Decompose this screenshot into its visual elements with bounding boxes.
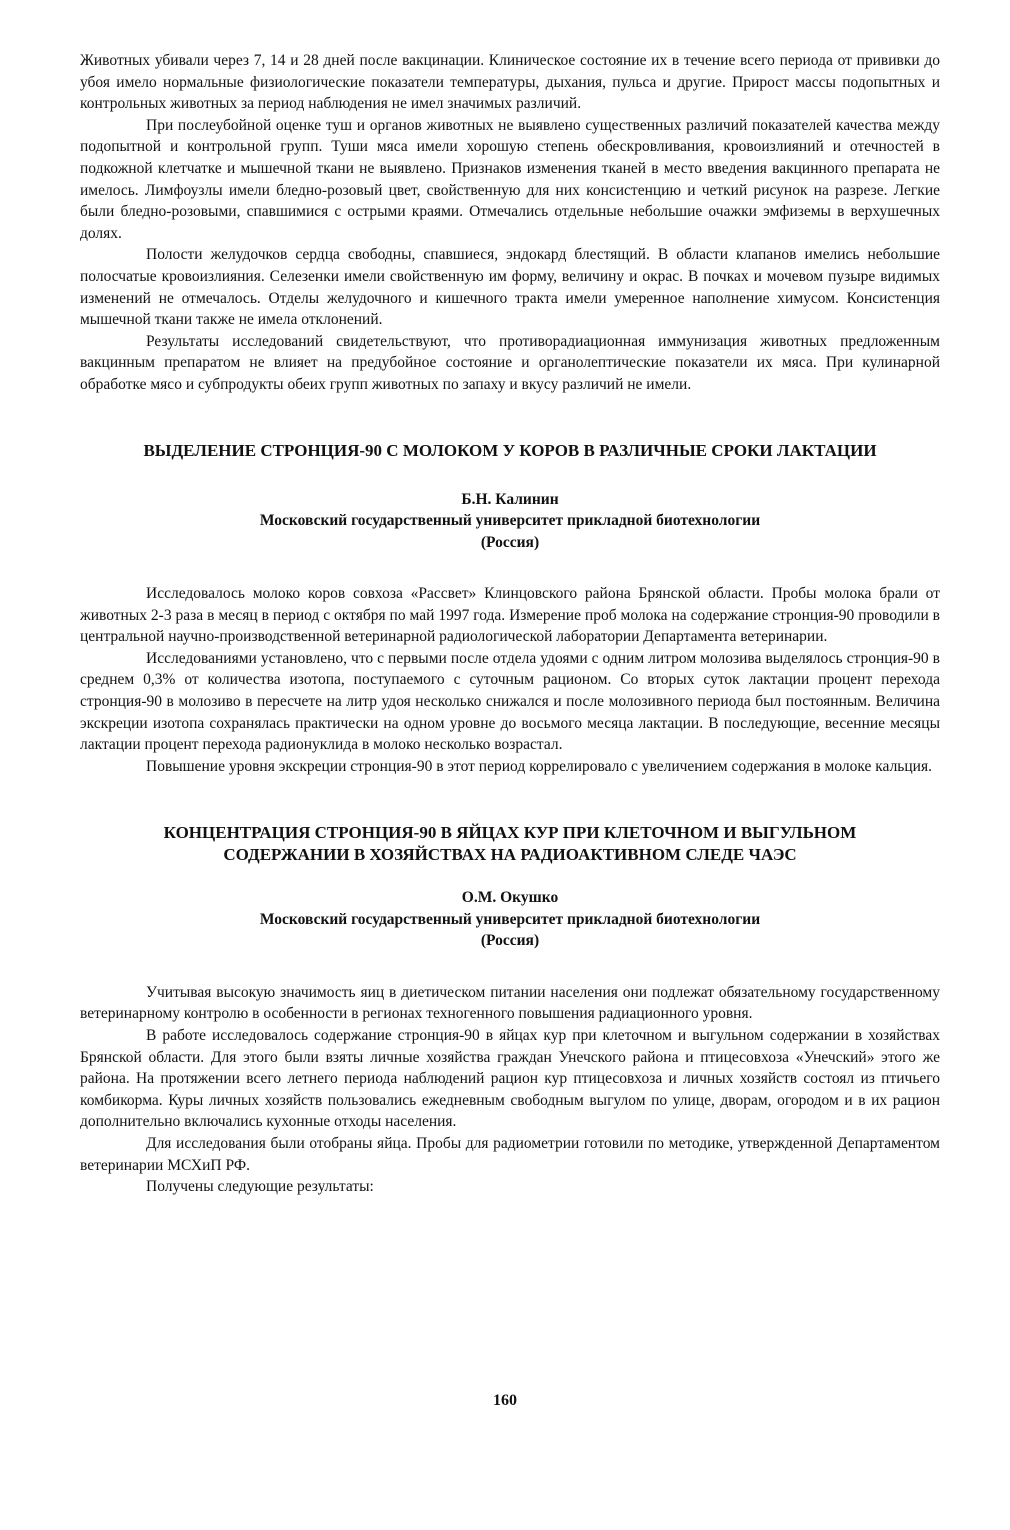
paragraph: Животных убивали через 7, 14 и 28 дней после вакцинации. Клиническое состояние их в течение всего периода от прививки до убоя имело нормальные физиологические показатели температуры, дыхания, пульса и другие. Прирост массы подопытных и контрольных животных за период наблюдения не имел значимых различий. <box>80 52 940 113</box>
author-name: О.М. Окушко <box>461 889 559 907</box>
article-body <box>80 982 940 1198</box>
section-vaccination-results <box>80 50 940 396</box>
paragraph: Результаты исследований свидетельствуют, что противорадиационная иммунизация животных предложенным вакцинным препаратом не влияет на предубойное состояние и органолептические показатели их мяса. При кулинарной обработке мясо и субпродукты обеих групп животных по запаху и вкусу различий не имели. <box>80 332 940 393</box>
section-strontium-milk <box>80 440 940 778</box>
article-title: ВЫДЕЛЕНИЕ СТРОНЦИЯ-90 С МОЛОКОМ У КОРОВ В РАЗЛИЧНЫЕ СРОКИ ЛАКТАЦИИ <box>143 440 877 460</box>
paragraph: Учитывая высокую значимость яиц в диетическом питании населения они подлежат обязательному государственному ветеринарному контролю в особенности в регионах техногенного повышения радиационного уровня. <box>80 983 940 1023</box>
author-country: (Россия) <box>480 533 540 551</box>
article-title-line1: КОНЦЕНТРАЦИЯ СТРОНЦИЯ-90 В ЯЙЦАХ КУР ПРИ КЛЕТОЧНОМ И ВЫГУЛЬНОМ <box>163 823 857 843</box>
author-organization: Московский государственный университет прикладной биотехнологии <box>259 910 761 928</box>
author-organization: Московский государственный университет прикладной биотехнологии <box>259 512 761 529</box>
page-content <box>80 50 940 1198</box>
paragraph: Повышение уровня экскреции стронция-90 в этот период коррелировало с увеличением содержания в молоке кальция. <box>146 757 932 775</box>
author-country: (Россия) <box>480 932 540 950</box>
paragraph: Для исследования были отобраны яйца. Пробы для радиометрии готовили по методике, утвержденной Департаментом ветеринарии МСХиП РФ. <box>80 1135 940 1174</box>
paragraph: Полости желудочков сердца свободны, спавшиеся, эндокард блестящий. В области клапанов имелись небольшие полосчатые кровоизлияния. Селезенки имели свойственную им форму, величину и окрас. В почках и мочевом пузыре видимых изменений не отмечалось. Отделы желудочного и кишечного тракта имели умеренное наполнение химусом. Консистенция мышечной ткани также не имела отклонений. <box>80 246 940 329</box>
paragraph: Исследованиями установлено, что с первыми после отдела удоями с одним литром молозива выделялось стронция-90 в среднем 0,3% от количества изотопа, поступаемого с суточным рационом. Со вторых суток лактации процент перехода стронция-90 в молозиво в пересчете на литр удоя несколько снижался и после молозивного периода был постоянным. Величина экскреции изотопа сохранялась практически на одном уровне до восьмого месяца лактации. В последующие, весенние месяцы лактации процент перехода радионуклида в молоко несколько возрастал. <box>80 649 940 754</box>
paragraph: В работе исследовалось содержание стронция-90 в яйцах кур при клеточном и выгульном содержании в хозяйствах Брянской области. Для этого были взяты личные хозяйства граждан Унечского района и птицесовхоза «Унечский» этого же района. На протяжении всего летнего периода наблюдений рацион кур птицесовхоза и личных хозяйств состоял из птичьего комбикорма. Куры личных хозяйств пользовались ежедневным свободным выгулом по улице, дворам, огородом и в их рацион дополнительно включались кухонные отходы населения. <box>80 1027 940 1131</box>
page-number: 160 <box>493 1392 517 1409</box>
paragraph: Получены следующие результаты: <box>146 1178 374 1196</box>
author-name: Б.Н. Калинин <box>461 490 559 508</box>
section-strontium-eggs <box>80 822 940 1197</box>
article-title-line2: СОДЕРЖАНИИ В ХОЗЯЙСТВАХ НА РАДИОАКТИВНОМ СЛЕДЕ ЧАЭС <box>223 845 797 865</box>
article-body <box>80 583 940 777</box>
article-title <box>80 822 940 866</box>
paragraph: При послеубойной оценке туш и органов животных не выявлено существенных различий показателей качества между подопытной и контрольной групп. Туши мяса имели хорошую степень обескровливания, кровоизлияний и отечностей в подкожной клетчатке и мышечной ткани не выявлено. Признаков изменения тканей в место введения вакцинного препарата не имелось. Лимфоузлы имели бледно-розовый цвет, свойственную для них консистенцию и четкий рисунок на разрезе. Легкие были бледно-розовыми, спавшимися с острыми краями. Отмечались отдельные небольшие очажки эмфиземы в верхушечных долях. <box>80 116 940 242</box>
paragraph: Исследовалось молоко коров совхоза «Рассвет» Клинцовского района Брянской области. Пробы молока брали от животных 2-3 раза в месяц в период с октября по май 1997 года. Измерение проб молока на содержание стронция-90 проводили в центральной научно-производственной ветеринарной радиологической лаборатории Департамента ветеринарии. <box>80 585 940 646</box>
